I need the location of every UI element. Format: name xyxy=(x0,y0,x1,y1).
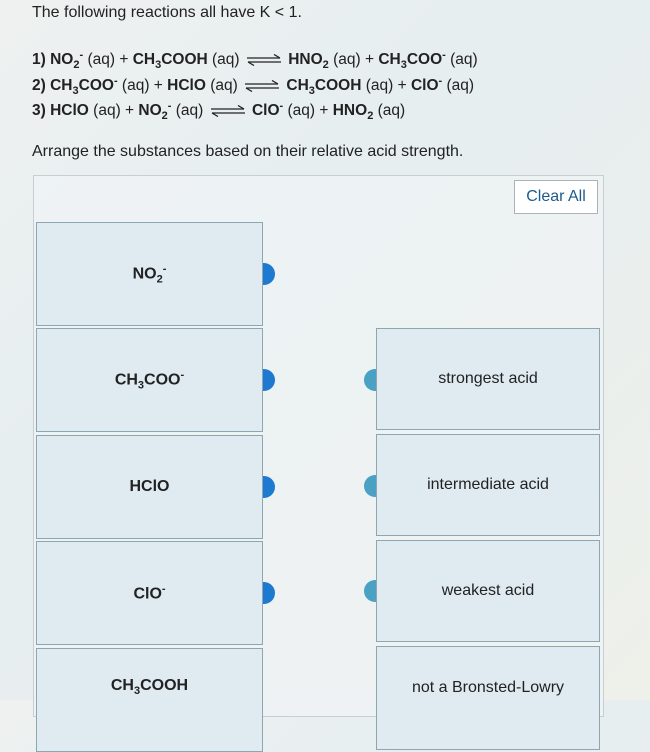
substance-card-hclo[interactable] xyxy=(36,435,263,539)
substance-label: HClO xyxy=(129,478,170,495)
equilibrium-arrow-icon xyxy=(244,80,280,92)
target-label: intermediate acid xyxy=(427,476,549,493)
substance-label: $NO_2^-$ xyxy=(132,262,167,286)
substance-label: $CH_3COOH$ xyxy=(110,676,189,697)
target-label: strongest acid xyxy=(438,370,538,387)
reaction-1: 1) $NO_2^-$ $(aq) + CH_3COOH$ (aq) $HNO_2$ $(aq) + CH_3COO^-$ (aq) xyxy=(32,49,478,72)
clear-all-button[interactable]: Clear All xyxy=(514,180,598,214)
substance-card-ch3cooh[interactable] xyxy=(36,648,263,752)
substance-card-ch3coo[interactable] xyxy=(36,328,263,432)
target-label: not a Bronsted-Lowry xyxy=(411,679,565,696)
equilibrium-arrow-icon xyxy=(246,54,282,66)
substance-label: $CH_3COO^-$ xyxy=(114,368,185,392)
target-strongest-acid[interactable] xyxy=(376,328,600,430)
substance-label: ClO- xyxy=(133,582,166,603)
substance-card-no2[interactable] xyxy=(36,222,263,326)
target-intermediate-acid[interactable] xyxy=(376,434,600,536)
reaction-2: 2) $CH_3COO^-$ (aq) + HClO (aq) $CH_3COOH$ (aq) + ClO- (aq) xyxy=(32,75,475,98)
equilibrium-arrow-icon xyxy=(210,105,246,117)
intro-text: The following reactions all have K < 1. xyxy=(32,4,302,21)
target-weakest-acid[interactable] xyxy=(376,540,600,642)
reaction-3: 3) HClO $(aq) + NO_2^-$ (aq) ClO- $(aq) + HNO_2$ (aq) xyxy=(32,100,406,123)
target-not-bronsted-lowry[interactable] xyxy=(376,646,600,750)
target-label: weakest acid xyxy=(441,582,535,599)
instruction-text: Arrange the substances based on their relative acid strength. xyxy=(32,143,464,160)
substance-card-clo[interactable] xyxy=(36,541,263,645)
